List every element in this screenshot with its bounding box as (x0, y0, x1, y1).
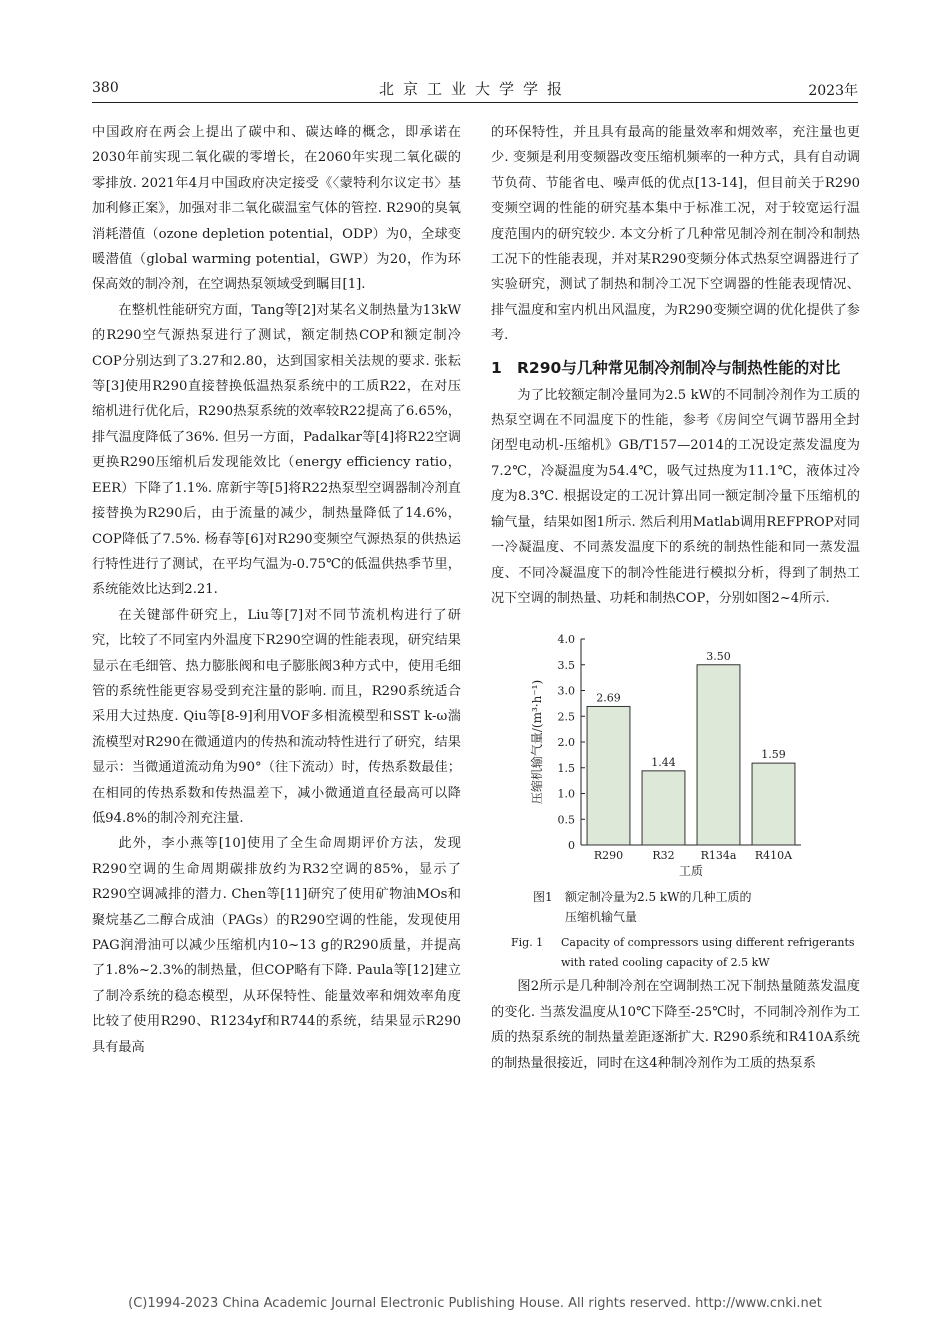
section-number: 1 (491, 358, 502, 377)
paragraph: 图2所示是几种制冷剂在空调制热工况下制热量随蒸发温度的变化. 当蒸发温度从10℃下降至-25℃时，不同制冷剂作为工质的热泵系统的制热量差距逐渐扩大. R290系统和R410A系统的制热量很接近，同时在这4种制冷剂作为工质的热泵系 (491, 979, 860, 1071)
right-column (491, 120, 860, 1076)
x-tick-label: R290 (593, 849, 624, 863)
bar (752, 763, 795, 845)
y-tick-label: 0 (568, 839, 575, 853)
figure-label-cn: 图1 (533, 890, 553, 905)
copyright-footer: (C)1994-2023 China Academic Journal Electronic Publishing House. All rights reserved. http://www.cnki.net (128, 1296, 822, 1311)
y-tick-label: 4.0 (557, 633, 575, 647)
page-number: 380 (92, 80, 119, 96)
bar (642, 771, 685, 845)
bar (587, 707, 630, 846)
data-label: 3.50 (706, 650, 731, 664)
caption-line: 压缩机输气量 (565, 910, 638, 925)
y-tick-label: 1.5 (557, 762, 575, 776)
x-tick-label: R134a (700, 849, 737, 863)
section-title: R290与几种常见制冷剂制冷与制热性能的对比 (517, 358, 841, 377)
figure-caption-en (511, 933, 856, 973)
x-tick-label: R32 (652, 849, 675, 863)
paragraph: 为了比较额定制冷量同为2.5 kW的不同制冷剂作为工质的热泵空调在不同温度下的性能，参考《房间空气调节器用全封闭型电动机-压缩机》GB/T157—2014的工况设定蒸发温度为7.2℃，冷凝温度为54.4℃，吸气过热度为11.1℃，液体过冷度为8.3℃. 根据设定的工况计算出同一额定制冷量下压缩机的输气量，结果如图1所示. 然后利用Matlab调用REFPROP对同一冷凝温度、不同蒸发温度下的系统的制热性能和同一蒸发温度、不同冷凝温度下的制冷性能进行模拟分析，得到了制热工况下空调的制热量、功耗和制热COP，分别如图2~4所示. (491, 387, 860, 606)
y-tick-label: 3.0 (557, 684, 575, 698)
running-header (92, 76, 858, 103)
bar-chart (491, 619, 860, 881)
y-tick-label: 0.5 (557, 813, 575, 827)
paragraph: 此外，李小燕等[10]使用了全生命周期评价方法，发现R290空调的生命周期碳排放约为R32空调的85%，显示了R290空调减排的潜力. Chen等[11]研究了使用矿物油MOs和聚烷基乙二醇合成油（PAGs）的R290空调的性能，发现使用PAG润滑油可以减少压缩机内10~13 g的R290质量，并提高了1.8%~2.3%的制热量，但COP略有下降. Paula等[12]建立了制冷系统的稳态模型，从环保特性、能量效率和㶲效率角度比较了使用R290、R1234yf和R744的系统，结果显示R290具有最高 (92, 836, 461, 1055)
caption-line: Capacity of compressors using different refrigerants (561, 936, 855, 950)
y-tick-label: 3.5 (557, 659, 575, 673)
bar (697, 665, 740, 845)
issue-year: 2023年 (808, 83, 858, 99)
data-label: 2.69 (596, 691, 621, 705)
caption-line: 额定制冷量为2.5 kW的几种工质的 (565, 890, 752, 905)
paragraph: 中国政府在两会上提出了碳中和、碳达峰的概念，即承诺在2030年前实现二氧化碳的零增长，在2060年实现二氧化碳的零排放. 2021年4月中国政府决定接受《〈蒙特利尔议定书〉基加利修正案》，加强对非二氧化碳温室气体的管控. R290的臭氧消耗潜值（ozone depletion potential，ODP）为0，全球变暖潜值（global warming potential，GWP）为20，作为环保高效的制冷剂，在空调热泵领域受到瞩目[1]. (92, 125, 461, 293)
figure-1 (491, 619, 860, 974)
y-tick-label: 1.0 (557, 787, 575, 801)
paragraph: 在整机性能研究方面，Tang等[2]对某名义制热量为13kW的R290空气源热泵进行了测试，额定制热COP和额定制冷COP分别达到了3.27和2.80，达到国家相关法规的要求. 张耘等[3]使用R290直接替换低温热泵系统中的工质R22，在对压缩机进行优化后，R290热泵系统的效率较R22提高了6.65%，排气温度降低了36%. 但另一方面，Padalkar等[4]将R22空调更换R290压缩机后发现能效比（energy efficiency ratio，EER）下降了1.1%. 席新宇等[5]将R22热泵型空调器制冷剂直接替换为R290后，由于流量的减少，制热量降低了14.6%，COP降低了7.5%. 杨春等[6]对R290变频空气源热泵的供热运行特性进行了测试，在平均气温为-0.75℃的低温供热季节里，系统能效比达到2.21. (92, 302, 461, 598)
paragraph: 的环保特性，并且具有最高的能量效率和㶲效率，充注量也更少. 变频是利用变频器改变压缩机频率的一种方式，具有自动调节负荷、节能省电、噪声低的优点[13-14]，但目前关于R290变频空调的性能的研究基本集中于标准工况，对于较宽运行温度范围内的研究较少. 本文分析了几种常见制冷剂在制冷和制热工况下的性能表现，并对某R290变频分体式热泵空调器进行了实验研究，测试了制热和制冷工况下空调器的性能表现情况、排气温度和室内机出风温度，为R290变频空调的优化提供了参考. (491, 125, 860, 344)
data-label: 1.59 (761, 748, 786, 762)
left-column (92, 120, 461, 1060)
x-axis-title: 工质 (678, 864, 704, 879)
data-label: 1.44 (651, 756, 676, 770)
x-tick-label: R410A (754, 849, 793, 863)
paragraph: 在关键部件研究上，Liu等[7]对不同节流机构进行了研究，比较了不同室内外温度下R290空调的性能表现，研究结果显示在毛细管、热力膨胀阀和电子膨胀阀3种方式中，使用毛细管的系统性能更容易受到充注量的影响. 而且，R290系统适合采用大过热度. Qiu等[8-9]利用VOF多相流模型和SST k-ω湍流模型对R290在微通道内的传热和流动特性进行了研究，结果显示：当微通道流动角为90°（往下流动）时，传热系数最佳；在相同的传热系数和传热温差下，减小微通道直径最高可以降低94.8%的制冷剂充注量. (92, 607, 461, 826)
journal-title: 北京工业大学学报 (378, 80, 571, 98)
caption-line: with rated cooling capacity of 2.5 kW (561, 956, 770, 970)
figure-label-en: Fig. 1 (511, 936, 544, 950)
y-tick-label: 2.5 (557, 710, 575, 724)
y-tick-label: 2.0 (557, 736, 575, 750)
y-axis-title: 压缩机输气量/(m³·h⁻¹) (530, 680, 544, 805)
section-heading (491, 355, 860, 381)
figure-caption-cn (533, 887, 833, 927)
